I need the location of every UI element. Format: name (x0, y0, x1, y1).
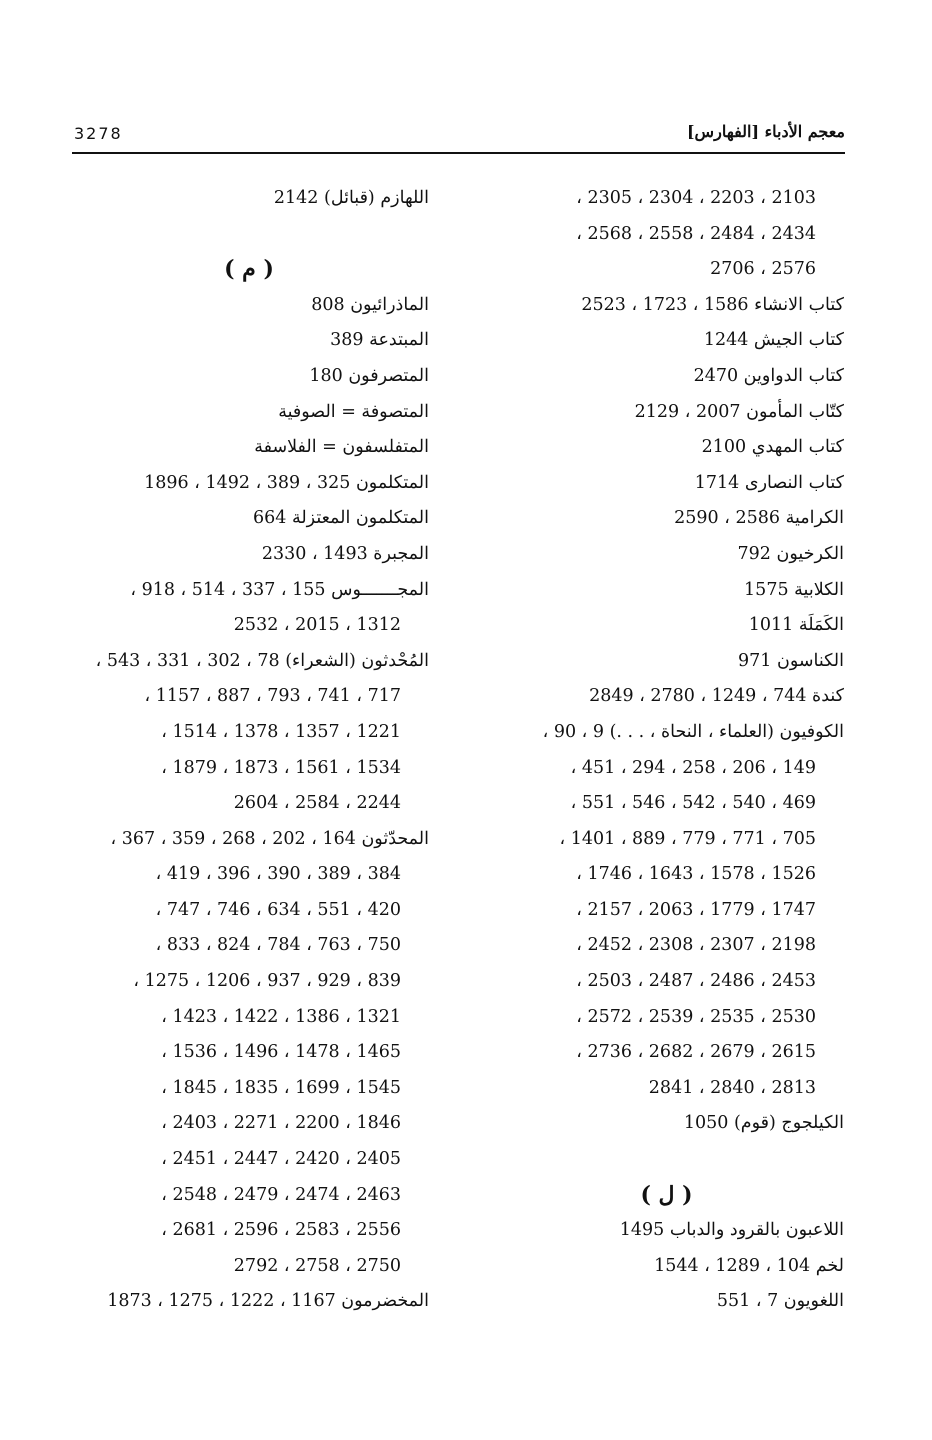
index-continuation: 2556 ، 2583 ، 2596 ، 2681 ، (161, 1220, 401, 1241)
index-continuation: 2750 ، 2758 ، 2792 (233, 1255, 401, 1276)
header-rule (72, 152, 845, 154)
index-continuation: 717 ، 741 ، 793 ، 887 ، 1157 ، (144, 686, 401, 707)
index-entry: اللغويون 7 ، 551 (716, 1291, 844, 1312)
index-continuation: 1321 ، 1386 ، 1422 ، 1423 ، (161, 1006, 401, 1027)
index-entry: كتاب النصارى 1714 (694, 472, 844, 493)
index-entry: المتكلمون المعتزلة 664 (253, 508, 429, 529)
index-entry: الكَمَلَة 1011 (748, 615, 844, 636)
index-continuation: 2453 ، 2486 ، 2487 ، 2503 ، (576, 971, 816, 992)
index-entry: المُحْدثون (الشعراء) 78 ، 302 ، 331 ، 543 ، (95, 650, 429, 671)
index-continuation: 705 ، 771 ، 779 ، 889 ، 1401 ، (559, 828, 816, 849)
index-entry: اللاعبون بالقرود والدباب 1495 (619, 1220, 844, 1241)
index-entry: المتصرفون 180 (309, 365, 429, 386)
index-continuation: 1534 ، 1561 ، 1873 ، 1879 ، (161, 757, 401, 778)
index-entry: كتاب الانشاء 1586 ، 1723 ، 2523 (581, 294, 844, 315)
index-entry: كتّاب المأمون 2007 ، 2129 (634, 401, 844, 422)
index-continuation: 149 ، 206 ، 258 ، 294 ، 451 ، (570, 757, 816, 778)
index-continuation: 2813 ، 2840 ، 2841 (648, 1077, 816, 1098)
index-continuation: 469 ، 540 ، 542 ، 546 ، 551 ، (570, 793, 816, 814)
running-title: معجم الأدباء [الفهارس] (686, 122, 845, 141)
index-entry: كندة 744 ، 1249 ، 2780 ، 2849 (589, 686, 844, 707)
index-entry: المخضرمون 1167 ، 1222 ، 1275 ، 1873 (107, 1291, 429, 1312)
index-continuation: 2615 ، 2679 ، 2682 ، 2736 ، (576, 1042, 816, 1063)
index-continuation: 2244 ، 2584 ، 2604 (233, 793, 401, 814)
index-entry: المتكلمون 325 ، 389 ، 1492 ، 1896 (144, 472, 429, 493)
index-continuation: 2103 ، 2203 ، 2304 ، 2305 ، (576, 188, 816, 208)
index-continuation: 2530 ، 2535 ، 2539 ، 2572 ، (576, 1006, 816, 1027)
index-continuation: 2434 ، 2484 ، 2558 ، 2568 ، (576, 223, 816, 244)
index-entry: الكلابية 1575 (744, 579, 844, 600)
index-entry: المبتدعة 389 (330, 330, 429, 351)
index-entry: الكرامية 2586 ، 2590 (674, 508, 844, 529)
index-entry: اللهازم (قبائل) 2142 (273, 188, 429, 208)
index-entry: كتاب الدواوين 2470 (693, 365, 844, 386)
index-continuation: 839 ، 929 ، 937 ، 1206 ، 1275 ، (133, 971, 401, 992)
index-entry: كتاب الجيش 1244 (703, 330, 844, 351)
index-entry: لخم 104 ، 1289 ، 1544 (654, 1255, 844, 1276)
page-number: 3278 (74, 124, 123, 143)
index-continuation: 420 ، 551 ، 634 ، 746 ، 747 ، (155, 899, 401, 920)
index-continuation: 1221 ، 1357 ، 1378 ، 1514 ، (161, 721, 401, 742)
index-continuation: 1465 ، 1478 ، 1496 ، 1536 ، (161, 1042, 401, 1063)
index-continuation: 384 ، 389 ، 390 ، 396 ، 419 ، (155, 864, 401, 885)
index-continuation: 2576 ، 2706 (710, 259, 816, 280)
index-continuation: 1747 ، 1779 ، 2063 ، 2157 ، (576, 899, 816, 920)
index-column-right (489, 181, 844, 1320)
index-column-left (69, 181, 429, 1320)
index-entry: المجبرة 1493 ، 2330 (261, 543, 429, 564)
index-entry: كتاب المهدي 2100 (701, 437, 844, 458)
index-entry: الكناسون 971 (738, 650, 844, 671)
spacer (489, 1142, 844, 1178)
spacer (69, 217, 429, 253)
index-continuation: 1846 ، 2200 ، 2271 ، 2403 ، (161, 1113, 401, 1134)
index-entry: الكيلجوج (قوم) 1050 (683, 1113, 844, 1134)
page-header (72, 122, 845, 152)
index-entry: المتصوفة = الصوفية (278, 401, 429, 422)
index-entry: المجـــــــوس 155 ، 337 ، 514 ، 918 ، (130, 579, 429, 600)
index-continuation: 2405 ، 2420 ، 2447 ، 2451 ، (161, 1149, 401, 1170)
index-continuation: 2198 ، 2307 ، 2308 ، 2452 ، (576, 935, 816, 956)
index-entry: الكوفيون (العلماء ، النحاة ، . . .) 9 ، 90 ، (542, 721, 844, 742)
index-continuation: 750 ، 763 ، 784 ، 824 ، 833 ، (155, 935, 401, 956)
index-continuation: 1312 ، 2015 ، 2532 (233, 615, 401, 636)
letter-heading: ( ل ) (640, 1181, 693, 1208)
index-entry: المتفلسفون = الفلاسفة (254, 437, 429, 458)
index-continuation: 1526 ، 1578 ، 1643 ، 1746 ، (576, 864, 816, 885)
letter-heading: ( م ) (224, 256, 274, 283)
index-entry: الكرخيون 792 (737, 543, 844, 564)
index-entry: المحدّثون 164 ، 202 ، 268 ، 359 ، 367 ، (110, 828, 429, 849)
index-entry: الماذرائيون 808 (311, 294, 429, 315)
index-continuation: 2463 ، 2474 ، 2479 ، 2548 ، (161, 1184, 401, 1205)
index-continuation: 1545 ، 1699 ، 1835 ، 1845 ، (161, 1077, 401, 1098)
